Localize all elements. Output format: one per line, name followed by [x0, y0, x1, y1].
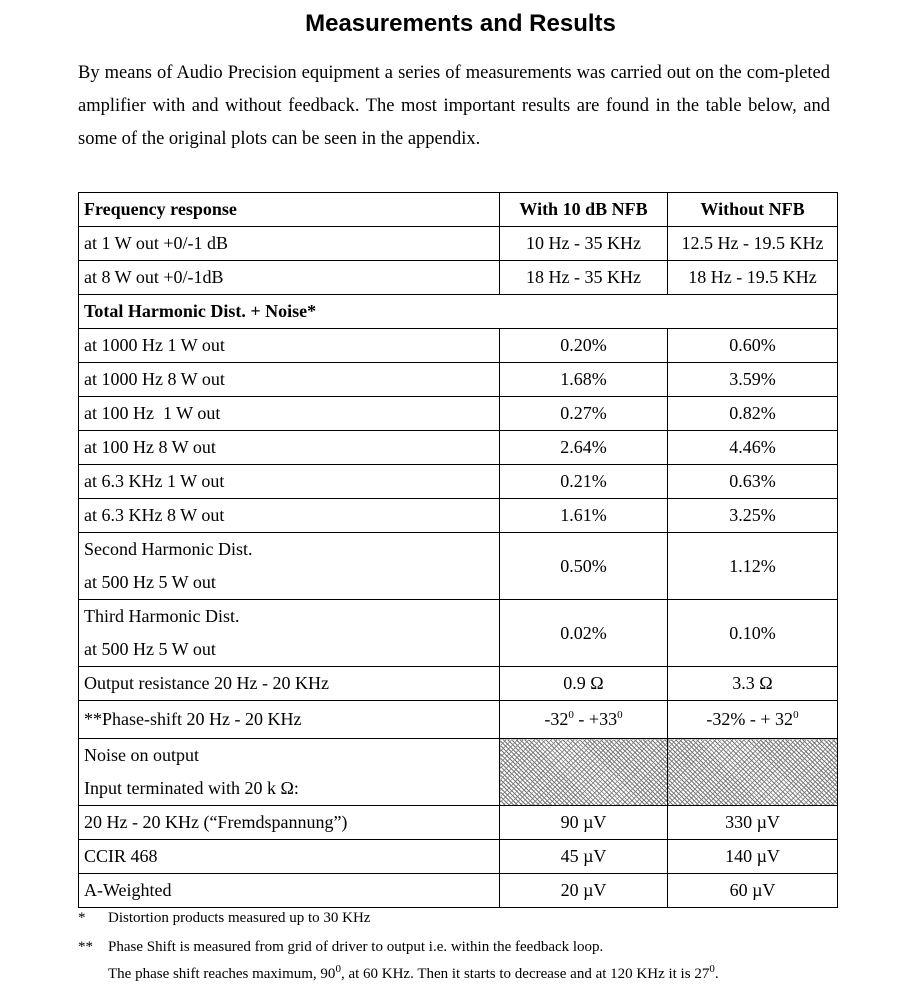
value-no-nfb: 12.5 Hz - 19.5 KHz — [668, 227, 838, 261]
row-label: at 1000 Hz 1 W out — [79, 329, 500, 363]
row-label: CCIR 468 — [79, 840, 500, 874]
footnote-mark: * — [78, 910, 86, 926]
row-label-line2: Input terminated with 20 k Ω: — [84, 778, 299, 798]
row-label: 20 Hz - 20 KHz (“Fremdspannung”) — [79, 806, 500, 840]
table-row — [79, 874, 838, 908]
row-label — [79, 739, 500, 806]
footnote-text: Distortion products measured up to 30 KHz — [108, 910, 371, 926]
value-no-nfb: 3.25% — [668, 499, 838, 533]
measurements-table — [78, 192, 838, 908]
value-no-nfb: -32% - + $32^0$ — [668, 701, 838, 739]
value-nfb: 0.20% — [500, 329, 668, 363]
row-label-line2: at 500 Hz 5 W out — [84, 572, 216, 592]
value-nfb: 2.64% — [500, 431, 668, 465]
footnote-2-continuation — [78, 963, 858, 983]
value-no-nfb: 3.59% — [668, 363, 838, 397]
header-label: Frequency response — [79, 193, 500, 227]
table-row — [79, 499, 838, 533]
row-label-line1: Third Harmonic Dist. — [84, 606, 240, 626]
row-label: **Phase-shift 20 Hz - 20 KHz — [79, 701, 500, 739]
section-row-thd — [79, 295, 838, 329]
row-label: at 100 Hz 8 W out — [79, 431, 500, 465]
header-col-nfb: With 10 dB NFB — [500, 193, 668, 227]
table-row — [79, 363, 838, 397]
row-label: at 1 W out +0/-1 dB — [79, 227, 500, 261]
table-row — [79, 431, 838, 465]
table-header-row — [79, 193, 838, 227]
table-row — [79, 397, 838, 431]
table-row-second-harmonic — [79, 533, 838, 600]
value-nfb: 1.61% — [500, 499, 668, 533]
value-nfb: 90 µV — [500, 806, 668, 840]
row-label: at 6.3 KHz 1 W out — [79, 465, 500, 499]
row-label — [79, 600, 500, 667]
row-label: at 8 W out +0/-1dB — [79, 261, 500, 295]
value-nfb: 10 Hz - 35 KHz — [500, 227, 668, 261]
table-row — [79, 465, 838, 499]
page-title: Measurements and Results — [305, 10, 616, 37]
value-no-nfb: 3.3 Ω — [668, 667, 838, 701]
row-label: Output resistance 20 Hz - 20 KHz — [79, 667, 500, 701]
value-nfb: 18 Hz - 35 KHz — [500, 261, 668, 295]
value-no-nfb: 140 µV — [668, 840, 838, 874]
table-row — [79, 329, 838, 363]
value-nfb: 0.27% — [500, 397, 668, 431]
table-row-phase-shift — [79, 701, 838, 739]
value-nfb: 0.9 Ω — [500, 667, 668, 701]
value-no-nfb: 18 Hz - 19.5 KHz — [668, 261, 838, 295]
footnote-2 — [78, 939, 858, 956]
row-label: at 6.3 KHz 8 W out — [79, 499, 500, 533]
row-label: at 100 Hz 1 W out — [79, 397, 500, 431]
value-no-nfb: 0.60% — [668, 329, 838, 363]
row-label: A-Weighted — [79, 874, 500, 908]
header-col-no-nfb: Without NFB — [668, 193, 838, 227]
table-row — [79, 667, 838, 701]
value-no-nfb: 60 µV — [668, 874, 838, 908]
intro-paragraph: By means of Audio Precision equipment a series of measurements was carried out on the com-pleted amplifier with and without feedback. The most important results are found in the table below, and some of the original plots can be seen in the appendix. — [78, 63, 830, 149]
footnote-text: The phase shift reaches maximum, $90^0$, at 60 KHz. Then it starts to decrease and at 120 KHz it is $27^0$. — [108, 963, 719, 982]
value-nfb: 0.50% — [500, 533, 668, 600]
row-label: at 1000 Hz 8 W out — [79, 363, 500, 397]
footnote-mark: ** — [78, 939, 93, 955]
row-label — [79, 533, 500, 600]
row-label-line1: Second Harmonic Dist. — [84, 539, 253, 559]
footnote-text: Phase Shift is measured from grid of driver to output i.e. within the feedback loop. — [108, 939, 604, 955]
value-no-nfb: 0.63% — [668, 465, 838, 499]
value-no-nfb: 1.12% — [668, 533, 838, 600]
section-heading: Total Harmonic Dist. + Noise* — [79, 295, 838, 329]
value-nfb: 0.21% — [500, 465, 668, 499]
value-nfb: 20 µV — [500, 874, 668, 908]
value-nfb: 1.68% — [500, 363, 668, 397]
table-row-third-harmonic — [79, 600, 838, 667]
row-label-line1: Noise on output — [84, 745, 199, 765]
hatched-cell — [500, 739, 668, 806]
row-label-line2: at 500 Hz 5 W out — [84, 639, 216, 659]
footnote-1 — [78, 910, 858, 927]
value-nfb: 0.02% — [500, 600, 668, 667]
value-no-nfb: 330 µV — [668, 806, 838, 840]
hatched-cell — [668, 739, 838, 806]
table-row — [79, 227, 838, 261]
table-row — [79, 840, 838, 874]
value-nfb: $-32^0 - +33^0$ — [500, 701, 668, 739]
table-row — [79, 261, 838, 295]
table-row-noise-heading — [79, 739, 838, 806]
value-no-nfb: 4.46% — [668, 431, 838, 465]
table-row — [79, 806, 838, 840]
value-no-nfb: 0.82% — [668, 397, 838, 431]
value-nfb: 45 µV — [500, 840, 668, 874]
value-no-nfb: 0.10% — [668, 600, 838, 667]
